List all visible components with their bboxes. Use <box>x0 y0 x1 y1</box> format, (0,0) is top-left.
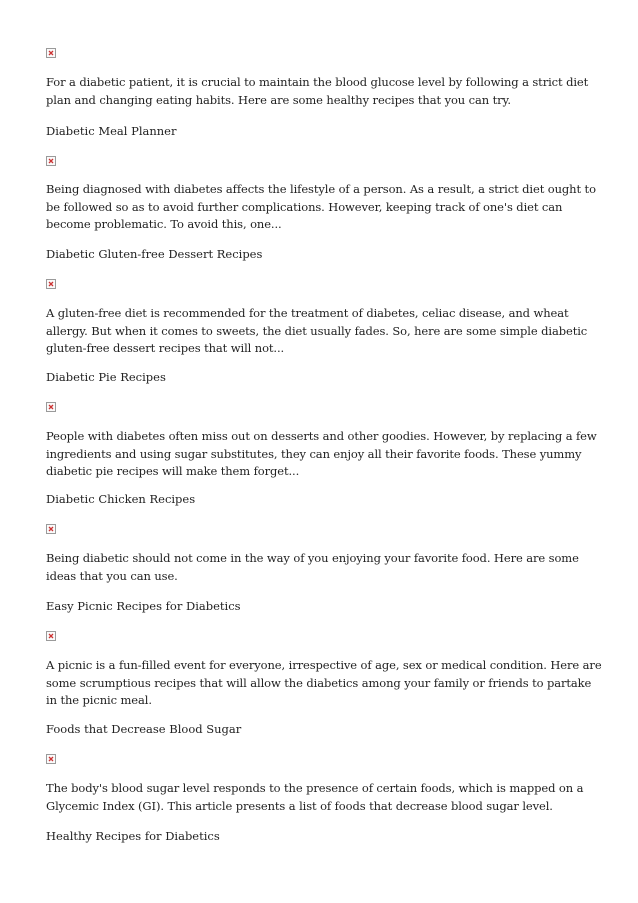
article-summary: Being diabetic should not come in the way of you enjoying your favorite food. Here are some ideas that you can use. <box>46 551 579 583</box>
article-summary: People with diabetes often miss out on desserts and other goodies. However, by replacing a few ingredients and using sugar substitutes, they can enjoy all their favorite foods. These yummy diabetic pie recipes will make them forget... <box>46 429 597 478</box>
article-summary: A picnic is a fun-filled event for everyone, irrespective of age, sex or medical condition. Here are some scrumptious recipes that will allow the diabetics among your family or friends to partake in the picnic meal. <box>46 658 602 707</box>
article-title-diabetic-meal-planner[interactable]: Diabetic Meal Planner <box>46 124 177 138</box>
intro-paragraph: For a diabetic patient, it is crucial to maintain the blood glucose level by following a strict diet plan and changing eating habits. Here are some healthy recipes that you can try. <box>46 75 589 107</box>
broken-image-icon <box>46 402 56 412</box>
broken-image-icon <box>46 524 56 534</box>
broken-image-icon <box>46 754 56 764</box>
broken-image-icon <box>46 48 56 58</box>
broken-image-icon <box>46 631 56 641</box>
article-summary: A gluten-free diet is recommended for the treatment of diabetes, celiac disease, and wheat allergy. But when it comes to sweets, the diet usually fades. So, here are some simple diabetic gluten-free dessert recipes that will not... <box>46 306 588 355</box>
broken-image-icon <box>46 279 56 289</box>
article-summary: The body's blood sugar level responds to the presence of certain foods, which is mapped on a Glycemic Index (GI). This article presents a list of foods that decrease blood sugar level. <box>46 781 584 813</box>
article-title-gluten-free-dessert[interactable]: Diabetic Gluten-free Dessert Recipes <box>46 247 263 261</box>
article-title-foods-decrease-blood-sugar[interactable]: Foods that Decrease Blood Sugar <box>46 722 242 736</box>
article-title-easy-picnic-recipes[interactable]: Easy Picnic Recipes for Diabetics <box>46 599 241 613</box>
article-title-pie-recipes[interactable]: Diabetic Pie Recipes <box>46 370 166 384</box>
article-summary: Being diagnosed with diabetes affects the lifestyle of a person. As a result, a strict diet ought to be followed so as to avoid further complications. However, keeping track of one's diet can become problematic. To avoid this, one... <box>46 182 596 231</box>
broken-image-icon <box>46 156 56 166</box>
article-title-chicken-recipes[interactable]: Diabetic Chicken Recipes <box>46 492 196 506</box>
article-title-healthy-recipes[interactable]: Healthy Recipes for Diabetics <box>46 829 220 843</box>
